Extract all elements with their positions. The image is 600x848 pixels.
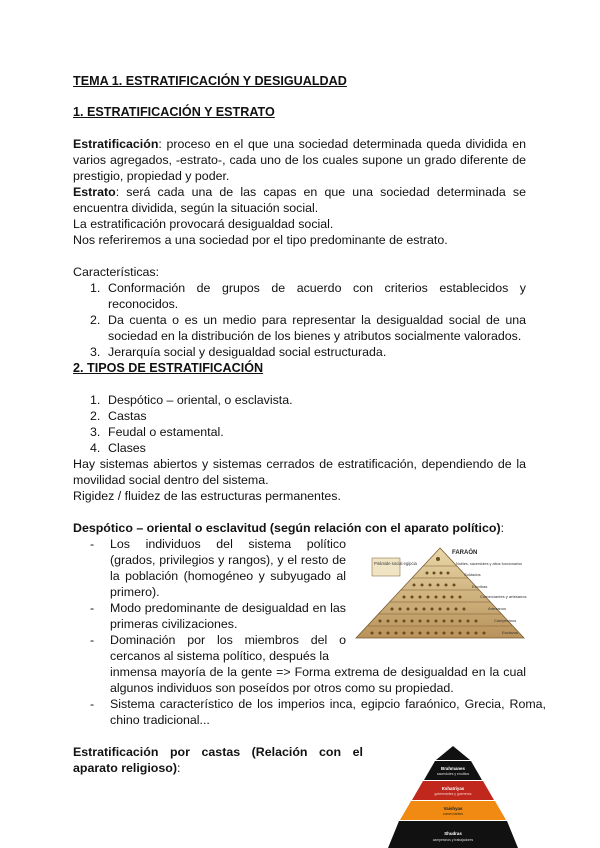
list-item: 4. Clases	[90, 441, 146, 455]
pyramid-level-label: Artesanos	[488, 606, 507, 611]
list-item: 1. Conformación de grupos de acuerdo con criterios establecidos y reconocidos.	[90, 281, 526, 311]
list-item: - Sistema característico de los imperios inca, egipcio faraónico, Grecia, Roma, chino tradicional...	[90, 697, 546, 727]
document-title: TEMA 1. ESTRATIFICACIÓN Y DESIGUALDAD	[73, 74, 347, 88]
list-item: - Los individuos del sistema político (grados, privilegios y rangos), y el resto de la población (homogéneo y subyugado al primero).	[90, 537, 346, 599]
list-item: - Dominación por los miembros del o cercanos al sistema político, después la	[90, 633, 346, 663]
definition-text: : será cada una de las capas en que una sociedad determinada se encuentra dividida, según la situación social.	[73, 185, 526, 215]
list-item: 3. Jerarquía social y desigualdad social estructurada.	[90, 345, 387, 359]
paragraph: Hay sistemas abiertos y sistemas cerrados de estratificación, dependiendo de la movilidad social dentro del sistema.	[73, 457, 526, 487]
caste-name: Vaishyas	[443, 806, 463, 811]
pyramid-level-label: Campesinos	[494, 618, 517, 623]
pyramid-level-label: Nobles, sacerdotes y altos funcionarios	[456, 562, 523, 566]
pyramid-level-label: Soldados	[464, 572, 481, 577]
caste-name: Kshatriyas	[441, 786, 465, 791]
caste-desc: comerciantes	[442, 812, 464, 816]
features-list	[90, 280, 526, 360]
castes-heading: Estratificación por castas (Relación con el aparato religioso):	[73, 745, 363, 775]
list-item: - Modo predominante de desigualdad en las primeras civilizaciones.	[90, 601, 346, 631]
caste-name: Brahmanes	[441, 766, 465, 771]
definition-term: Estrato	[73, 185, 116, 199]
paragraph: Rigidez / fluidez de las estructuras permanentes.	[73, 489, 341, 503]
list-item: 1. Despótico – oriental, o esclavista.	[90, 393, 293, 407]
egyptian-social-pyramid-figure	[352, 546, 528, 642]
despotic-bullets-narrow	[90, 536, 346, 664]
list-item: 3. Feudal o estamental.	[90, 425, 224, 439]
caste-apex	[436, 746, 470, 760]
pyramid-top-label: FARAÓN	[452, 550, 478, 556]
section-2-heading: 2. TIPOS DE ESTRATIFICACIÓN	[73, 361, 264, 375]
despotic-heading: Despótico – oriental o esclavitud (según relación con el aparato político):	[73, 521, 505, 535]
features-label: Características:	[73, 265, 160, 279]
list-item-continuation: inmensa mayoría de la gente => Forma extrema de desigualdad en la cual algunos individuos son poseídos por otros como su propiedad.	[110, 665, 526, 695]
paragraph-line: La estratificación provocará desigualdad social.	[73, 217, 334, 231]
list-item: 2. Castas	[90, 409, 147, 423]
paragraph-line: Nos referiremos a una sociedad por el tipo predominante de estrato.	[73, 233, 448, 247]
pyramid-level-label: Comerciantes y artesanos	[480, 594, 527, 599]
pyramid-level-label: Escribas	[472, 584, 488, 589]
definition-text: : proceso en el que una sociedad determinada queda dividida en varios agregados, -estrato-, cada uno de los cuales supone un grado diferente de prestigio, propiedad y poder.	[73, 137, 526, 183]
caste-desc: campesinos y trabajadores	[432, 838, 474, 842]
caste-desc: gobernantes y guerreros	[434, 792, 472, 796]
caste-name: Shudras	[444, 831, 462, 836]
definition-estratificacion	[73, 136, 526, 184]
types-list	[90, 392, 526, 456]
caste-pyramid-figure	[380, 744, 526, 848]
pyramid-level-label: Esclavos	[502, 630, 519, 635]
definition-estrato	[73, 184, 526, 216]
definition-term: Estratificación	[73, 137, 159, 151]
pyramid-side-label: Pirámide social egipcia	[374, 561, 417, 566]
list-item: 2. Da cuenta o es un medio para representar la desigualdad social de una sociedad en la distribución de los bienes y atributos socialmente valorados.	[90, 313, 526, 343]
section-1-heading: 1. ESTRATIFICACIÓN Y ESTRATO	[73, 105, 275, 119]
caste-desc: sacerdotes y eruditos	[436, 772, 470, 776]
